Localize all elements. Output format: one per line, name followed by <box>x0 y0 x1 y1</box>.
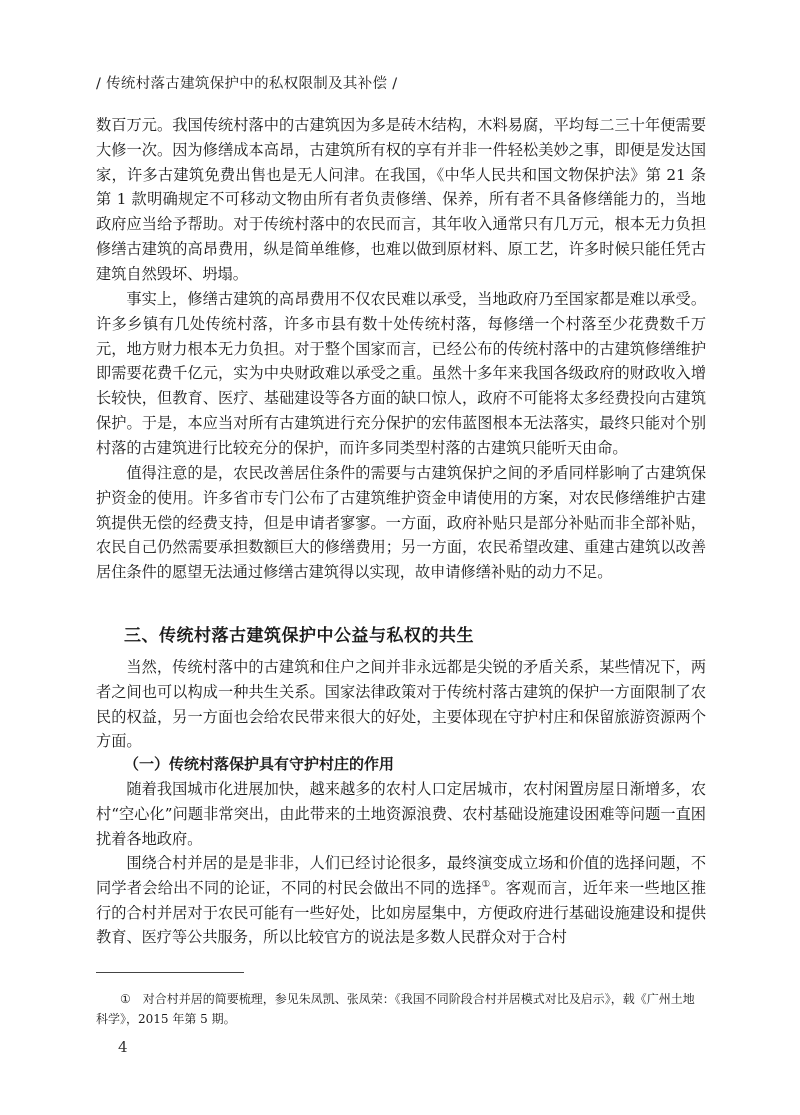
subsection-heading: （一）传统村落保护具有守护村庄的作用 <box>124 755 395 773</box>
footnote-reference[interactable]: ① <box>481 878 491 890</box>
paragraph-text-part: 围绕合村并居的是是非非，人们已经讨论很多，最终演变成立场和价值的选择问题，不同学者会给出不同的论证，不同的村民会做出不同的选择 <box>96 854 706 897</box>
paragraph-text-part: 。客观而言，近年来一些地区推行的合村并居对于农民可能有一些好处，比如房屋集中，方便政府进行基础设施建设和提供教育、医疗等公共服务，所以比较官方的说法是多数人民群众对于合村 <box>96 878 707 947</box>
body-paragraph <box>96 777 706 851</box>
paragraph-text: 随着我国城市化进展加快，越来越多的农村人口定居城市，农村闲置房屋日渐增多，农村“空心化”问题非常突出，由此带来的土地资源浪费、农村基础设施建设困难等问题一直困扰着各地政府。 <box>96 780 706 848</box>
body-paragraph <box>96 113 706 287</box>
paragraph-text: 值得注意的是，农民改善居住条件的需要与古建筑保护之间的矛盾同样影响了古建筑保护资金的使用。许多省市专门公布了古建筑维护资金申请使用的方案，对农民修缮维护古建筑提供无偿的经费支持，但是申请者寥寥。一方面，政府补贴只是部分补贴而非全部补贴，农民自己仍然需要承担数额巨大的修缮费用；另一方面，农民希望改建、重建古建筑以改善居住条件的愿望无法通过修缮古建筑得以实现，故申请修缮补贴的动力不足。 <box>96 464 706 582</box>
body-paragraph <box>96 851 706 950</box>
paragraph-text: 事实上，修缮古建筑的高昂费用不仅农民难以承受，当地政府乃至国家都是难以承受。许多乡镇有几处传统村落，许多市县有数十处传统村落，每修缮一个村落至少花费数千万元，地方财力根本无力负担。对于整个国家而言，已经公布的传统村落中的古建筑修缮维护即需要花费千亿元，实为中央财政难以承受之重。虽然十多年来我国各级政府的财政收入增长较快，但教育、医疗、基础建设等各方面的缺口惊人，政府不可能将太多经费投向古建筑保护。于是，本应当对所有古建筑进行充分保护的宏伟蓝图根本无法落实，最终只能对个别村落的古建筑进行比较充分的保护，而许多同类型村落的古建筑只能听天由命。 <box>96 290 706 457</box>
page-number: 4 <box>118 1038 128 1056</box>
footnote <box>96 989 706 1029</box>
paragraph-text <box>96 851 706 950</box>
body-paragraph <box>96 461 706 585</box>
paragraph-text: 当然，传统村落中的古建筑和住户之间并非永远都是尖锐的矛盾关系，某些情况下，两者之间也可以构成一种共生关系。国家法律政策对于传统村落古建筑的保护一方面限制了农民的权益，另一方面也会给农民带来很大的好处，主要体现在守护村庄和保留旅游资源两个方面。 <box>96 658 706 751</box>
section-heading: 三、传统村落古建筑保护中公益与私权的共生 <box>124 626 474 646</box>
footnote-text: 对合村并居的简要梳理，参见朱凤凯、张凤荣：《我国不同阶段合村并居模式对比及启示》，载《广州土地科学》，2015 年第 5 期。 <box>96 992 695 1026</box>
running-header: / 传统村落古建筑保护中的私权限制及其补偿 / <box>96 76 398 92</box>
paragraph-text: 数百万元。我国传统村落中的古建筑因为多是砖木结构，木料易腐，平均每二三十年便需要大修一次。因为修缮成本高昂，古建筑所有权的享有并非一件轻松美妙之事，即便是发达国家，许多古建筑免费出售也是无人问津。在我国，《中华人民共和国文物保护法》第 21 条第 1 款明确规定不可移动文物由所有者负责修缮、保养，所有者不具备修缮能力的，当地政府应当给予帮助。对于传统村落中的农民而言，其年收入通常只有几万元，根本无力负担修缮古建筑的高昂费用，纵是简单维修，也难以做到原材料、原工艺，许多时候只能任凭古建筑自然毁坏、坍塌。 <box>96 116 706 283</box>
footnote-mark: ① <box>120 992 131 1006</box>
footnote-divider <box>96 972 244 973</box>
body-paragraph <box>96 287 706 461</box>
body-paragraph <box>96 655 706 754</box>
